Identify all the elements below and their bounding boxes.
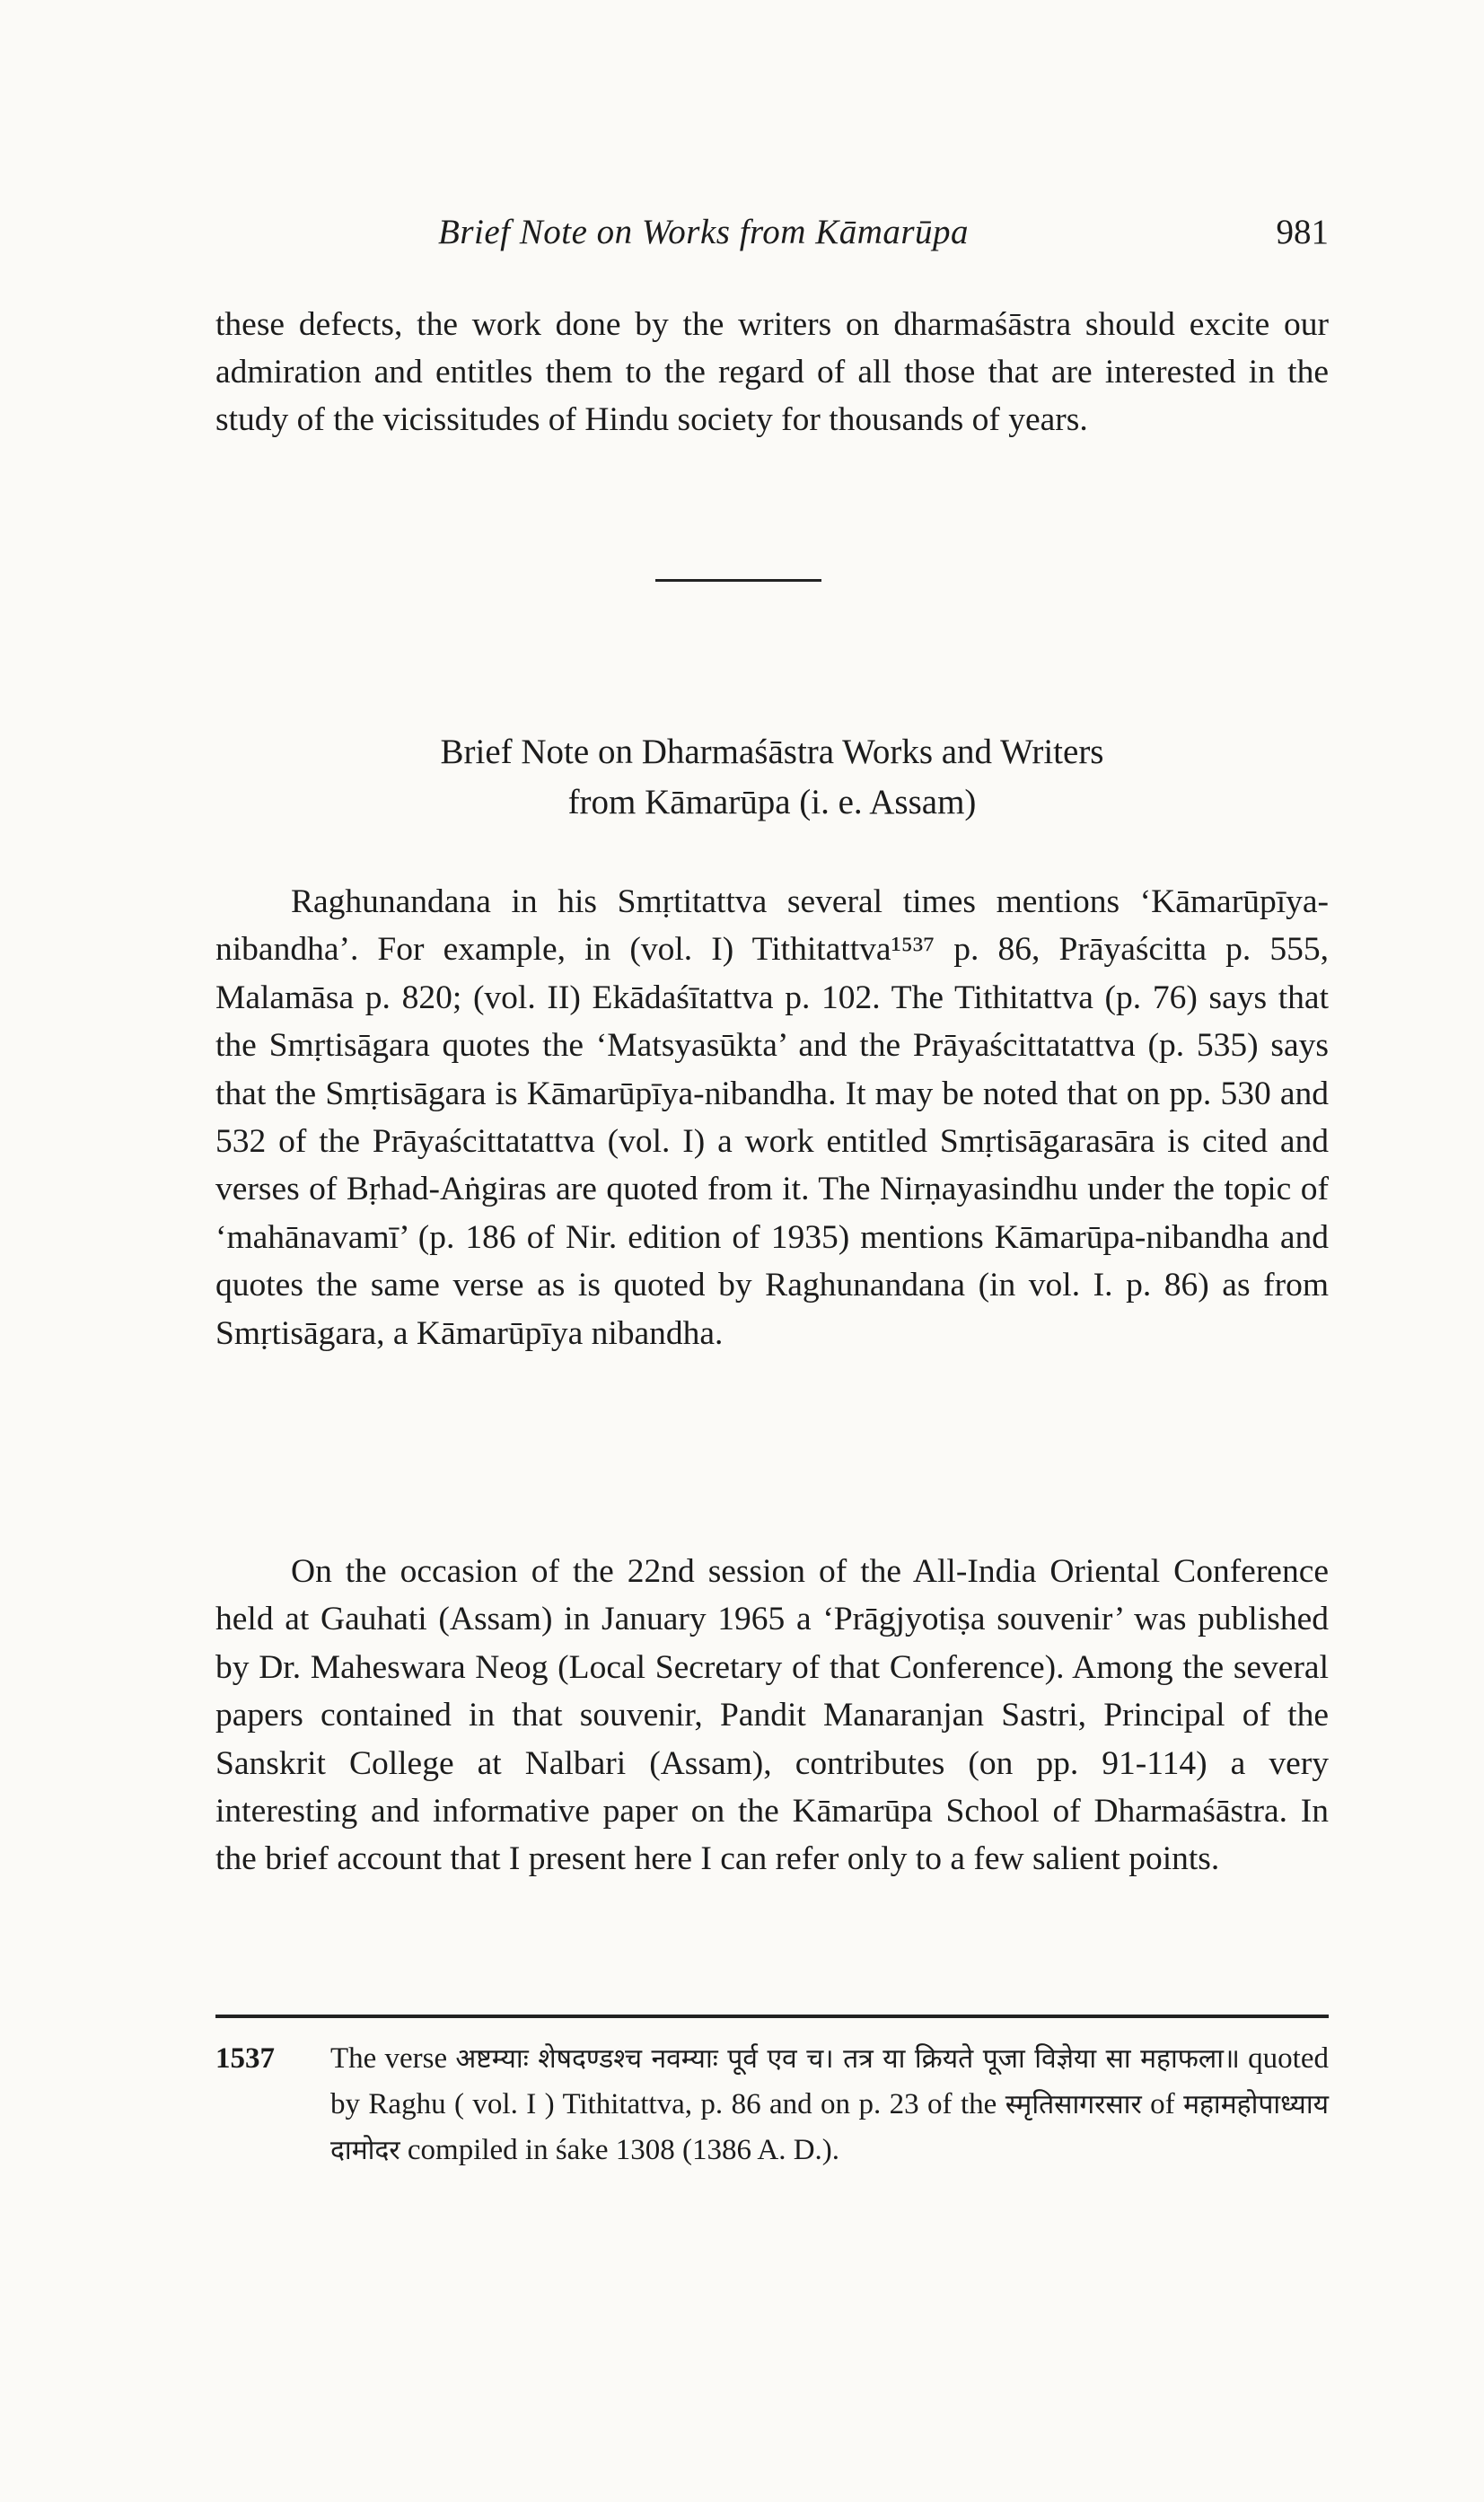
paragraph-conference: On the occasion of the 22nd session of the All-India Oriental Conference held at Gauhati (Assam) in January 1965 a ‘Prāgjyotiṣa souvenir’ was published by Dr. Maheswara Neog (Local Secretary of that Conference). Among the several papers contained in that souvenir, Pandit Manaranjan Sastri, Principal of the Sanskrit College at Nalbari (Assam), contributes (on pp. 91-114) a very interesting and informative paper on the Kāmarūpa School of Dharmaśāstra. In the brief account that I present here I can refer only to a few salient points. xyxy=(215,1553,1329,1878)
section-heading-line-1: Brief Note on Dharmaśāstra Works and Writers xyxy=(440,733,1104,771)
section-heading-line-2: from Kāmarūpa (i. e. Assam) xyxy=(567,783,977,821)
running-head xyxy=(215,212,1329,266)
paragraph-raghunandana: Raghunandana in his Smṛtitattva several times mentions ‘Kāmarūpīya-nibandha’. For example, in (vol. I) Tithitattva¹⁵³⁷ p. 86, Prāyaścitta p. 555, Malamāsa p. 820; (vol. II) Ekādaśītattva p. 102. The Tithitattva (p. 76) says that the Smṛtisāgara quotes the ‘Matsyasūkta’ and the Prāyaścittatattva (p. 535) says that the Smṛtisāgara is Kāmarūpīya-nibandha. It may be noted that on pp. 530 and 532 of the Prāyaścittatattva (vol. I) a work entitled Smṛtisāgarasāra is cited and verses of Bṛhad-Aṅgiras are quoted from it. The Nirṇayasindhu under the topic of ‘mahānavamī’ (p. 186 of Nir. edition of 1935) mentions Kāmarūpa-nibandha and quotes the same verse as is quoted by Raghunandana (in vol. I. p. 86) as from Smṛtisāgara, a Kāmarūpīya nibandha. xyxy=(215,883,1329,1352)
paragraph-continuation: these defects, the work done by the writers on dharmaśāstra should excite our admiration and entitles them to the regard of all those that are interested in the study of the vicissitudes of Hindu society for thousands of years. xyxy=(215,306,1329,438)
footnote-rule xyxy=(215,2015,1329,2018)
footnote-text xyxy=(330,2036,1329,2173)
footnote-sanskrit-title: स्मृतिसागरसार xyxy=(1005,2089,1142,2120)
footnote-text-4: compiled in śake 1308 (1386 A. D.). xyxy=(407,2134,840,2166)
footnote-sanskrit-verse: अष्टम्याः शेषदण्डश्च नवम्याः पूर्व एव च। तत्र या क्रियते पूजा विज्ञेया सा महाफला॥ xyxy=(455,2043,1240,2075)
section-heading xyxy=(215,727,1329,828)
page xyxy=(215,0,1329,2502)
footnote-text-3: of xyxy=(1150,2088,1175,2120)
footnote-sanskrit-author: महामहोपाध्याय दामोदर xyxy=(330,2089,1330,2166)
footnote-text-2: quoted by Raghu ( vol. I ) Tithitattva, p. 86 and on p. 23 of the xyxy=(330,2042,1329,2120)
footnote-text-1: The verse xyxy=(330,2042,448,2075)
footnote-number: 1537 xyxy=(215,2042,275,2075)
page-number: 981 xyxy=(1276,213,1329,251)
section-divider xyxy=(655,579,821,582)
running-title: Brief Note on Works from Kāmarūpa xyxy=(438,213,970,251)
